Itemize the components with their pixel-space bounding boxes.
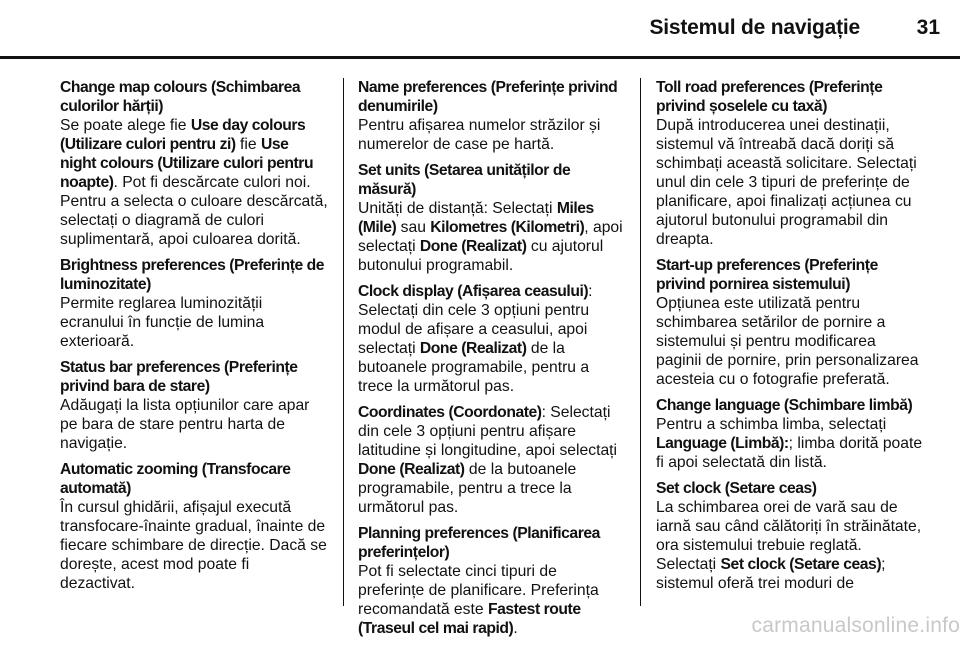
body-text: După introducerea unei destinații, sistemul vă întreabă dacă doriți să schimbați această solicitare. Selectați unul din cele 3 tipuri de preferințe de planificare, apoi finalizați acțiunea cu ajutorul butonului programabil din dreapta. xyxy=(656,117,917,248)
section xyxy=(656,479,924,593)
emphasized-term: Kilometres (Kilometri) xyxy=(430,219,585,236)
section-heading: Set clock (Setare ceas) xyxy=(656,480,817,497)
body-text: . Pot fi descărcate culori noi. Pentru a selecta o culoare descărcată, selectați o diagramă de culori suplimentară, apoi culoarea dorită. xyxy=(60,174,328,248)
emphasized-term: Miles (Mile) xyxy=(358,200,594,236)
section xyxy=(358,78,626,154)
body-text: Pentru afișarea numelor străzilor și numerelor de case pe hartă. xyxy=(358,117,601,153)
body-text: Unități de distanță: Selectați xyxy=(358,200,557,217)
section xyxy=(60,358,328,453)
watermark: carmanualsonline.info xyxy=(751,614,960,637)
section-body xyxy=(60,396,328,453)
section-heading: Change map colours (Schimbarea culorilor hărții) xyxy=(60,79,301,115)
emphasized-term: Done (Realizat) xyxy=(419,340,527,357)
section-body xyxy=(358,282,626,396)
header-rule xyxy=(0,56,960,59)
section-body xyxy=(656,116,924,249)
emphasized-term: Set clock (Setare ceas) xyxy=(720,556,882,573)
text-column-2 xyxy=(358,78,626,645)
section xyxy=(656,78,924,249)
section xyxy=(60,256,328,351)
body-text: Pot fi selectate cinci tipuri de preferințe de planificare. Preferința recomandată este xyxy=(358,563,599,618)
section-body xyxy=(656,498,924,593)
body-text: sau xyxy=(396,219,431,236)
emphasized-term: Language (Limbă): xyxy=(656,435,789,452)
emphasized-term: Coordinates (Coordonate) xyxy=(358,404,542,421)
section xyxy=(358,161,626,275)
body-text: , apoi selectați xyxy=(358,219,623,255)
body-text: Adăugați la lista opțiunilor care apar pe bara de stare pentru harta de navigație. xyxy=(60,397,310,452)
section-body xyxy=(656,415,924,472)
section-body xyxy=(358,403,626,517)
section-body xyxy=(60,498,328,593)
page-title: Sistemul de navigație xyxy=(649,16,860,39)
body-text: În cursul ghidării, afișajul execută transfocare-înainte gradual, înainte de fiecare schimbare de direcție. Dacă se dorește, acest mod poate fi dezactivat. xyxy=(60,499,327,592)
body-text: Opțiunea este utilizată pentru schimbarea setărilor de pornire a sistemului și pentru modificarea paginii de pornire, prin personalizarea acesteia cu o fotografie preferată. xyxy=(656,295,919,388)
emphasized-term: Clock display (Afișarea ceasului) xyxy=(358,283,589,300)
section-body xyxy=(60,116,328,249)
text-column-1 xyxy=(60,78,328,600)
section xyxy=(656,396,924,472)
body-text: ; limba dorită poate fi apoi selectată din listă. xyxy=(656,435,923,471)
emphasized-term: Fastest route (Traseul cel mai rapid) xyxy=(358,601,581,637)
page-number: 31 xyxy=(916,16,940,39)
body-text: ; sistemul oferă trei moduri de xyxy=(656,556,886,592)
section xyxy=(358,282,626,396)
section-heading: Brightness preferences (Preferințe de luminozitate) xyxy=(60,257,325,293)
section xyxy=(60,460,328,593)
section-body xyxy=(60,294,328,351)
section-heading: Set units (Setarea unităților de măsură) xyxy=(358,162,571,198)
body-text: Pentru a schimba limba, selectați xyxy=(656,416,887,433)
body-text: . xyxy=(513,620,518,637)
emphasized-term: Done (Realizat) xyxy=(358,461,465,478)
emphasized-term: Done (Realizat) xyxy=(419,238,527,255)
section-body xyxy=(358,199,626,275)
section-heading: Start-up preferences (Preferințe privind pornirea sistemului) xyxy=(656,257,878,293)
section-body xyxy=(358,116,626,154)
emphasized-term: Use day colours (Utilizare culori pentru zi) xyxy=(60,117,306,153)
body-text: La schimbarea orei de vară sau de iarnă sau când călătoriți în străinătate, ora sistemului trebuie reglată. Selectați xyxy=(656,499,922,573)
section xyxy=(358,403,626,517)
body-text: Se poate alege fie xyxy=(60,117,191,134)
section-heading: Status bar preferences (Preferințe privind bara de stare) xyxy=(60,359,298,395)
column-divider xyxy=(640,78,641,606)
section-heading: Name preferences (Preferințe privind denumirile) xyxy=(358,79,618,115)
column-divider xyxy=(343,78,344,606)
section-heading: Toll road preferences (Preferințe privind șoselele cu taxă) xyxy=(656,79,883,115)
body-text: cu ajutorul butonului programabil. xyxy=(358,238,604,274)
section-heading: Planning preferences (Planificarea preferințelor) xyxy=(358,525,600,561)
body-text: : Selectați din cele 3 opțiuni pentru modul de afișare a ceasului, apoi selectați xyxy=(358,283,593,357)
section-heading: Change language (Schimbare limbă) xyxy=(656,397,913,414)
section-body xyxy=(656,294,924,389)
body-text: : Selectați din cele 3 opțiuni pentru afișare latitudine și longitudine, apoi selectați xyxy=(358,404,618,459)
body-text: de la butoanele programabile, pentru a trece la următorul pas. xyxy=(358,461,577,516)
emphasized-term: Use night colours (Utilizare culori pentru noapte) xyxy=(60,136,314,191)
body-text: Permite reglarea luminozității ecranului în funcție de lumina exterioară. xyxy=(60,295,265,350)
body-text: fie xyxy=(235,136,261,153)
body-text: de la butoanele programabile, pentru a trece la următorul pas. xyxy=(358,340,590,395)
section-heading: Automatic zooming (Transfocare automată) xyxy=(60,461,291,497)
section xyxy=(60,78,328,249)
section xyxy=(656,256,924,389)
text-column-3 xyxy=(656,78,924,600)
